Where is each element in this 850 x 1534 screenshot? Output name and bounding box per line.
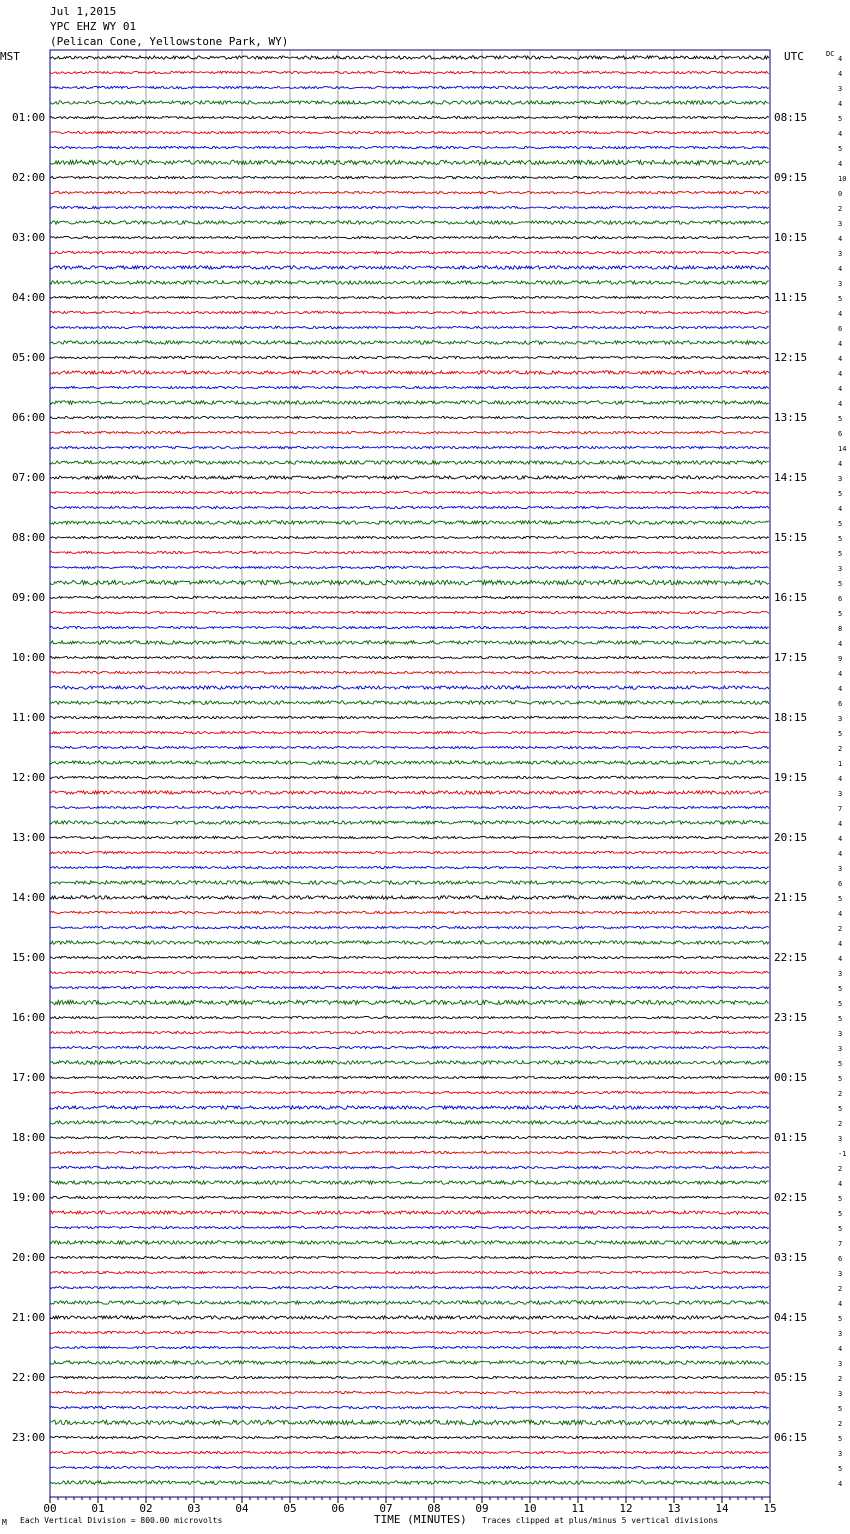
dc-offset-label: 4 xyxy=(838,834,843,843)
trace-line xyxy=(50,131,769,133)
dc-offset-label: 6 xyxy=(838,699,843,708)
trace-line xyxy=(50,596,769,598)
right-hour-label: 16:15 xyxy=(774,590,808,604)
trace-line xyxy=(50,1256,769,1258)
right-hour-label: 17:15 xyxy=(774,650,808,664)
dc-offset-label: 3 xyxy=(838,249,843,258)
dc-offset-label: 3 xyxy=(838,1389,843,1398)
trace-line xyxy=(50,836,769,838)
left-hour-label: 09:00 xyxy=(12,590,46,604)
dc-offset-label: 4 xyxy=(838,354,843,363)
dc-offset-label: 3 xyxy=(838,969,843,978)
dc-offset-label: 3 xyxy=(838,84,843,93)
right-hour-label: 06:15 xyxy=(774,1430,808,1444)
trace-line xyxy=(50,266,769,269)
dc-offset-label: 5 xyxy=(838,1404,843,1413)
trace-line xyxy=(50,866,769,868)
trace-line xyxy=(50,1286,769,1288)
dc-offset-label: 5 xyxy=(838,1224,843,1233)
dc-offset-label: 5 xyxy=(838,144,843,153)
x-tick-label: 05 xyxy=(283,1502,297,1515)
right-hour-label: 02:15 xyxy=(774,1190,808,1204)
right-hour-label: 22:15 xyxy=(774,950,808,964)
dc-offset-label: 5 xyxy=(838,1059,843,1068)
dc-offset-label: 3 xyxy=(838,789,843,798)
dc-offset-label: 4 xyxy=(838,669,843,678)
dc-offset-label: 5 xyxy=(838,984,843,993)
dc-offset-label: 4 xyxy=(838,1299,843,1308)
trace-line xyxy=(50,71,769,73)
trace-line xyxy=(50,341,769,345)
trace-line xyxy=(50,656,769,658)
trace-line xyxy=(50,56,769,59)
trace-line xyxy=(50,1406,769,1408)
left-hour-label: 22:00 xyxy=(12,1370,46,1384)
right-hour-label: 04:15 xyxy=(774,1310,808,1324)
dc-offset-label: 4 xyxy=(838,129,843,138)
dc-offset-label: 6 xyxy=(838,1254,843,1263)
dc-offset-label: 4 xyxy=(838,339,843,348)
trace-line xyxy=(50,686,769,689)
dc-offset-label: 4 xyxy=(838,399,843,408)
x-tick-label: 04 xyxy=(235,1502,249,1515)
dc-offset-label: 8 xyxy=(838,624,843,633)
dc-offset-label: 7 xyxy=(838,1239,843,1248)
dc-offset-label: 4 xyxy=(838,1344,843,1353)
trace-line xyxy=(50,671,769,673)
dc-offset-label: 0 xyxy=(838,189,843,198)
dc-offset-label: 3 xyxy=(838,564,843,573)
left-hour-label: 14:00 xyxy=(12,890,46,904)
dc-offset-label: 4 xyxy=(838,774,843,783)
dc-offset-label: 5 xyxy=(838,1209,843,1218)
right-hour-label: 20:15 xyxy=(774,830,808,844)
dc-offset-label: 3 xyxy=(838,1134,843,1143)
x-tick-label: 01 xyxy=(91,1502,105,1515)
dc-offset-label: 5 xyxy=(838,534,843,543)
dc-offset-label: 4 xyxy=(838,939,843,948)
left-hour-label: 07:00 xyxy=(12,470,46,484)
trace-line xyxy=(50,1061,769,1065)
trace-line xyxy=(50,491,769,493)
trace-line xyxy=(50,506,769,508)
trace-line xyxy=(50,176,769,178)
trace-line xyxy=(50,296,769,298)
left-hour-label: 06:00 xyxy=(12,410,46,424)
left-hour-label: 01:00 xyxy=(12,110,46,124)
dc-offset-label: 5 xyxy=(838,1314,843,1323)
trace-line xyxy=(50,1241,769,1245)
dc-offset-label: 5 xyxy=(838,549,843,558)
trace-line xyxy=(50,791,769,794)
trace-line xyxy=(50,1420,769,1425)
dc-offset-label: 10 xyxy=(838,174,847,183)
trace-line xyxy=(50,1451,769,1453)
dc-offset-label: 2 xyxy=(838,1374,843,1383)
left-hour-label: 20:00 xyxy=(12,1250,46,1264)
trace-line xyxy=(50,956,769,958)
trace-line xyxy=(50,926,769,928)
trace-line xyxy=(50,881,769,885)
trace-line xyxy=(50,971,769,973)
left-hour-label: 19:00 xyxy=(12,1190,46,1204)
dc-offset-label: 5 xyxy=(838,519,843,528)
dc-offset-label: 5 xyxy=(838,999,843,1008)
clip-note: Traces clipped at plus/minus 5 vertical divisions xyxy=(482,1516,719,1525)
right-hour-label: 09:15 xyxy=(774,170,808,184)
trace-line xyxy=(50,761,769,765)
dc-offset-label: 7 xyxy=(838,804,843,813)
dc-offset-label: 3 xyxy=(838,1269,843,1278)
dc-offset-label: 3 xyxy=(838,1029,843,1038)
right-hour-label: 19:15 xyxy=(774,770,808,784)
right-hour-label: 15:15 xyxy=(774,530,808,544)
trace-line xyxy=(50,281,769,285)
left-hour-label: 17:00 xyxy=(12,1070,46,1084)
x-tick-label: 02 xyxy=(139,1502,153,1515)
trace-line xyxy=(50,386,769,388)
trace-line xyxy=(50,776,769,778)
left-hour-label: 04:00 xyxy=(12,290,46,304)
right-hour-label: 03:15 xyxy=(774,1250,808,1264)
x-axis-title: TIME (MINUTES) xyxy=(374,1513,467,1526)
right-hour-label: 14:15 xyxy=(774,470,808,484)
dc-offset-label: 3 xyxy=(838,219,843,228)
dc-offset-label: 4 xyxy=(838,849,843,858)
dc-offset-label: 4 xyxy=(838,1479,843,1488)
trace-line xyxy=(50,1136,769,1138)
right-timezone-label: UTC xyxy=(784,50,804,63)
trace-line xyxy=(50,160,769,165)
x-tick-label: 15 xyxy=(763,1502,777,1515)
trace-line xyxy=(50,1376,769,1378)
dc-offset-label: 4 xyxy=(838,1179,843,1188)
dc-offset-label: 2 xyxy=(838,1119,843,1128)
dc-offset-label: 5 xyxy=(838,414,843,423)
trace-line xyxy=(50,1091,769,1093)
trace-line xyxy=(50,1196,769,1198)
trace-line xyxy=(50,356,769,358)
trace-line xyxy=(50,461,769,465)
trace-line xyxy=(50,1316,769,1319)
trace-line xyxy=(50,476,769,479)
trace-line xyxy=(50,326,769,328)
trace-line xyxy=(50,821,769,825)
dc-column-label: DC xyxy=(826,50,835,58)
trace-line xyxy=(50,1391,769,1393)
trace-line xyxy=(50,521,769,525)
scale-note: Each Vertical Division = 800.00 microvolts xyxy=(20,1516,223,1525)
dc-offset-label: 9 xyxy=(838,654,843,663)
x-tick-label: 14 xyxy=(715,1502,729,1515)
trace-line xyxy=(50,116,769,118)
trace-line xyxy=(50,1436,769,1438)
x-tick-label: 11 xyxy=(571,1502,585,1515)
dc-offset-label: 5 xyxy=(838,579,843,588)
x-tick-label: 03 xyxy=(187,1502,201,1515)
trace-line xyxy=(50,401,769,405)
left-hour-label: 16:00 xyxy=(12,1010,46,1024)
trace-line xyxy=(50,371,769,374)
x-tick-label: 08 xyxy=(427,1502,441,1515)
dc-offset-label: 1 xyxy=(838,759,843,768)
right-hour-label: 08:15 xyxy=(774,110,808,124)
x-tick-label: 13 xyxy=(667,1502,681,1515)
left-hour-label: 23:00 xyxy=(12,1430,46,1444)
dc-offset-label: 3 xyxy=(838,1329,843,1338)
trace-line xyxy=(50,1346,769,1348)
dc-offset-label: 5 xyxy=(838,1464,843,1473)
left-hour-label: 03:00 xyxy=(12,230,46,244)
trace-line xyxy=(50,1301,769,1305)
trace-line xyxy=(50,986,769,988)
trace-line xyxy=(50,1076,769,1078)
trace-line xyxy=(50,1211,769,1214)
x-tick-label: 09 xyxy=(475,1502,489,1515)
dc-offset-label: 2 xyxy=(838,1284,843,1293)
station-location: (Pelican Cone, Yellowstone Park, WY) xyxy=(50,35,289,48)
trace-line xyxy=(50,1106,769,1109)
station-code: YPC EHZ WY 01 xyxy=(50,20,137,33)
dc-offset-label: 3 xyxy=(838,474,843,483)
right-hour-label: 12:15 xyxy=(774,350,808,364)
trace-line xyxy=(50,731,769,733)
dc-offset-label: 2 xyxy=(838,1419,843,1428)
trace-line xyxy=(50,716,769,718)
dc-offset-label: 5 xyxy=(838,1104,843,1113)
left-hour-label: 13:00 xyxy=(12,830,46,844)
dc-offset-label: 4 xyxy=(838,954,843,963)
trace-line xyxy=(50,311,769,313)
trace-line xyxy=(50,191,769,193)
right-hour-label: 10:15 xyxy=(774,230,808,244)
dc-offset-label: 3 xyxy=(838,1044,843,1053)
trace-line xyxy=(50,416,769,418)
trace-line xyxy=(50,806,769,808)
left-hour-label: 05:00 xyxy=(12,350,46,364)
trace-line xyxy=(50,431,769,433)
trace-line xyxy=(50,1031,769,1033)
left-hour-label: 15:00 xyxy=(12,950,46,964)
dc-offset-label: 4 xyxy=(838,384,843,393)
trace-line xyxy=(50,851,769,853)
x-tick-label: 12 xyxy=(619,1502,633,1515)
trace-line xyxy=(50,566,769,568)
dc-offset-label: 3 xyxy=(838,714,843,723)
trace-line xyxy=(50,146,769,148)
dc-offset-label: 2 xyxy=(838,924,843,933)
trace-line xyxy=(50,941,769,945)
trace-line xyxy=(50,446,769,448)
dc-offset-label: 2 xyxy=(838,204,843,213)
dc-offset-label: 3 xyxy=(838,279,843,288)
trace-line xyxy=(50,1331,769,1333)
left-hour-label: 21:00 xyxy=(12,1310,46,1324)
dc-offset-label: 4 xyxy=(838,909,843,918)
dc-offset-label: 5 xyxy=(838,1074,843,1083)
trace-line xyxy=(50,1481,769,1485)
left-hour-label: 10:00 xyxy=(12,650,46,664)
dc-offset-label: 4 xyxy=(838,234,843,243)
dc-offset-label: 4 xyxy=(838,309,843,318)
left-hour-label: 11:00 xyxy=(12,710,46,724)
x-tick-label: 10 xyxy=(523,1502,537,1515)
dc-offset-label: 4 xyxy=(838,264,843,273)
trace-line xyxy=(50,896,769,899)
dc-offset-label: 5 xyxy=(838,294,843,303)
dc-offset-label: 6 xyxy=(838,324,843,333)
left-hour-label: 08:00 xyxy=(12,530,46,544)
trace-line xyxy=(50,221,769,225)
trace-line xyxy=(50,1181,769,1185)
dc-offset-label: 4 xyxy=(838,639,843,648)
left-timezone-label: MST xyxy=(0,50,20,63)
trace-line xyxy=(50,1361,769,1365)
footer-mark: M xyxy=(2,1518,7,1527)
trace-line xyxy=(50,86,769,88)
right-hour-label: 18:15 xyxy=(774,710,808,724)
trace-line xyxy=(50,101,769,105)
chart-date: Jul 1,2015 xyxy=(50,5,117,18)
trace-line xyxy=(50,746,769,748)
trace-line xyxy=(50,911,769,913)
trace-line xyxy=(50,580,769,585)
dc-offset-label: 4 xyxy=(838,459,843,468)
x-tick-label: 06 xyxy=(331,1502,345,1515)
right-hour-label: 23:15 xyxy=(774,1010,808,1024)
left-hour-label: 18:00 xyxy=(12,1130,46,1144)
trace-line xyxy=(50,641,769,645)
dc-offset-label: 4 xyxy=(838,684,843,693)
dc-offset-label: 5 xyxy=(838,1194,843,1203)
dc-offset-label: 5 xyxy=(838,729,843,738)
x-tick-label: 07 xyxy=(379,1502,393,1515)
trace-line xyxy=(50,1046,769,1048)
trace-line xyxy=(50,1016,769,1018)
dc-offset-label: 6 xyxy=(838,594,843,603)
dc-offset-label: 6 xyxy=(838,429,843,438)
dc-offset-label: 5 xyxy=(838,1014,843,1023)
trace-line xyxy=(50,701,769,705)
left-hour-label: 12:00 xyxy=(12,770,46,784)
dc-offset-label: 14 xyxy=(838,444,847,453)
right-hour-label: 00:15 xyxy=(774,1070,808,1084)
right-hour-label: 05:15 xyxy=(774,1370,808,1384)
trace-line xyxy=(50,1121,769,1125)
dc-offset-label: 4 xyxy=(838,369,843,378)
dc-offset-label: 5 xyxy=(838,114,843,123)
trace-line xyxy=(50,1166,769,1168)
dc-offset-label: 4 xyxy=(838,69,843,78)
trace-line xyxy=(50,206,769,208)
trace-line xyxy=(50,1271,769,1273)
dc-offset-label: 2 xyxy=(838,1089,843,1098)
dc-offset-label: 4 xyxy=(838,99,843,108)
trace-line xyxy=(50,626,769,628)
x-tick-label: 00 xyxy=(43,1502,57,1515)
trace-line xyxy=(50,1151,769,1153)
dc-offset-label: 4 xyxy=(838,159,843,168)
right-hour-label: 11:15 xyxy=(774,290,808,304)
dc-offset-label: 5 xyxy=(838,894,843,903)
trace-line xyxy=(50,611,769,613)
dc-offset-label: 5 xyxy=(838,609,843,618)
dc-offset-label: 6 xyxy=(838,879,843,888)
trace-line xyxy=(50,1000,769,1005)
dc-offset-label: 4 xyxy=(838,819,843,828)
dc-offset-label: 2 xyxy=(838,744,843,753)
dc-offset-label: 2 xyxy=(838,1164,843,1173)
trace-line xyxy=(50,551,769,553)
trace-line xyxy=(50,236,769,238)
right-hour-label: 01:15 xyxy=(774,1130,808,1144)
left-hour-label: 02:00 xyxy=(12,170,46,184)
dc-offset-label: 4 xyxy=(838,504,843,513)
dc-offset-label: 4 xyxy=(838,54,843,63)
trace-line xyxy=(50,1466,769,1468)
dc-offset-label: -1 xyxy=(838,1149,847,1158)
dc-offset-label: 3 xyxy=(838,1449,843,1458)
dc-offset-label: 5 xyxy=(838,1434,843,1443)
trace-line xyxy=(50,251,769,253)
dc-offset-label: 5 xyxy=(838,489,843,498)
right-hour-label: 21:15 xyxy=(774,890,808,904)
trace-line xyxy=(50,1226,769,1228)
dc-offset-label: 3 xyxy=(838,1359,843,1368)
trace-line xyxy=(50,536,769,538)
right-hour-label: 13:15 xyxy=(774,410,808,424)
dc-offset-label: 3 xyxy=(838,864,843,873)
